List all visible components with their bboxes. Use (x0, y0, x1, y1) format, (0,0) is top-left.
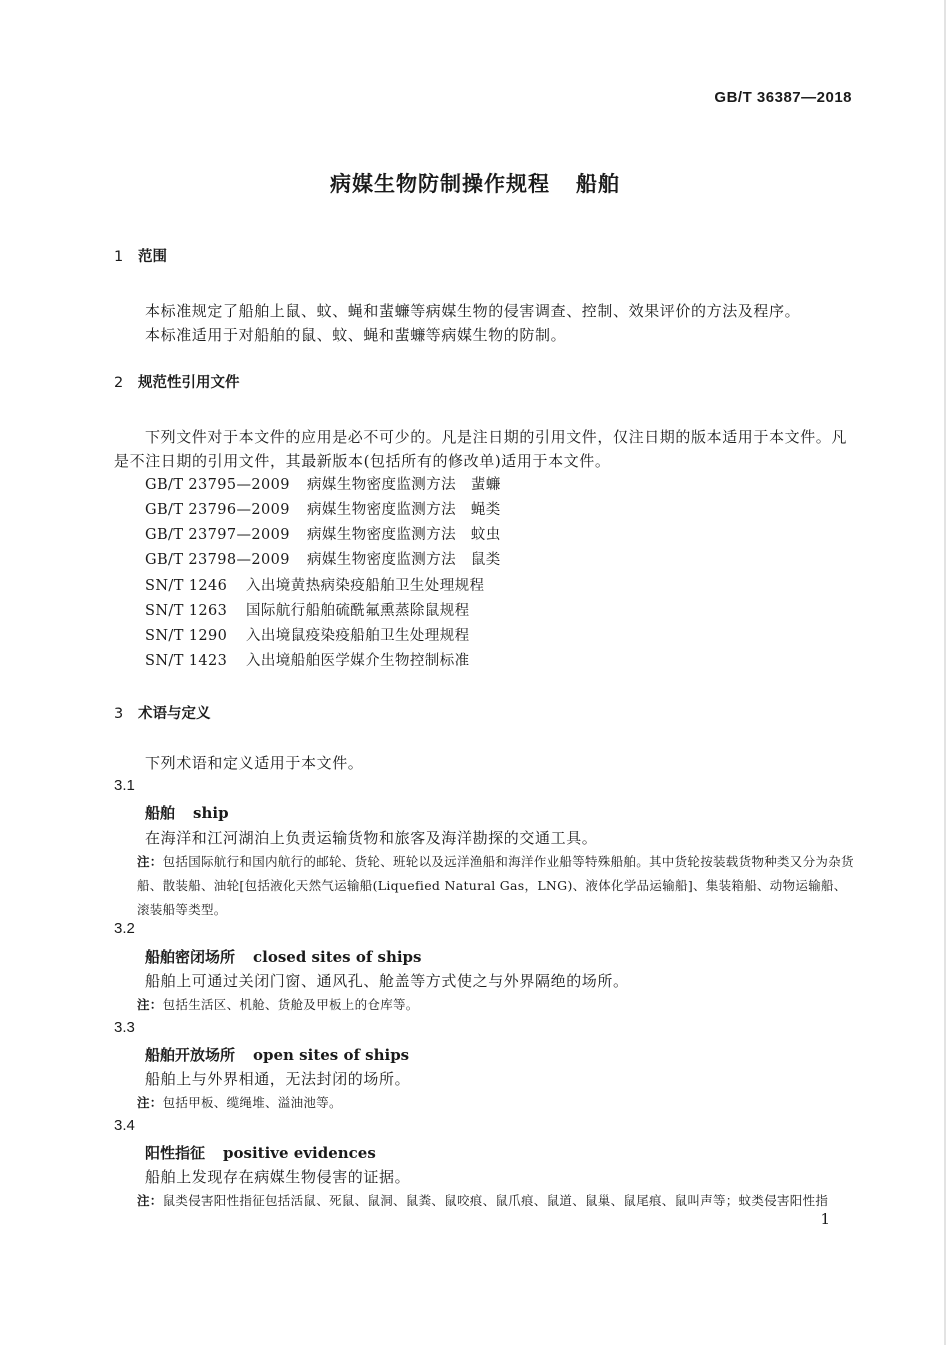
reference-code: GB/T 23798—2009 (145, 552, 290, 568)
reference-code: SN/T 1246 (145, 578, 228, 594)
paragraph: 本标准规定了船舶上鼠、蚊、蝇和蜚蠊等病媒生物的侵害调查、控制、效果评价的方法及程序。 (145, 302, 801, 320)
reference-title: 病媒生物密度监测方法 蜚蠊 (307, 477, 501, 493)
term-definition: 船舶上发现存在病媒生物侵害的证据。 (145, 1168, 411, 1186)
term-note (137, 993, 857, 1017)
reference-item (145, 624, 470, 645)
reference-code: SN/T 1263 (145, 603, 228, 619)
reference-title: 病媒生物密度监测方法 鼠类 (307, 552, 501, 568)
note-label: 注： (137, 854, 163, 869)
term-title (145, 946, 422, 967)
term-zh: 船舶开放场所 (145, 1046, 236, 1064)
term-note (137, 1189, 857, 1213)
term-note (137, 850, 857, 922)
section-3-heading (114, 702, 211, 723)
document-title (0, 168, 950, 198)
section-title: 术语与定义 (138, 706, 211, 722)
section-1-heading (114, 245, 167, 266)
term-title (145, 802, 229, 823)
paragraph: 本标准适用于对船舶的鼠、蚊、蝇和蜚蠊等病媒生物的防制。 (145, 326, 567, 344)
reference-item (145, 649, 470, 670)
term-zh: 阳性指征 (145, 1144, 206, 1162)
reference-title: 入出境黄热病染疫船舶卫生处理规程 (246, 578, 485, 594)
reference-code: SN/T 1290 (145, 628, 228, 644)
reference-item (145, 548, 501, 569)
section-number: 1 (114, 249, 124, 265)
note-text: 包括甲板、缆绳堆、溢油池等。 (162, 1095, 342, 1110)
note-text: 包括国际航行和国内航行的邮轮、货轮、班轮以及远洋渔船和海洋作业船等特殊船舶。其中货轮按装载货物种类又分为杂货船、散装船、油轮[包括液化天然气运输船(Liquefied Natural Gas，LNG)、液体化学品运输船]、集装箱船、动物运输船、滚装船等类型。 (137, 854, 854, 917)
section-title: 规范性引用文件 (138, 375, 240, 391)
paragraph: 下列术语和定义适用于本文件。 (145, 754, 364, 772)
reference-title: 病媒生物密度监测方法 蚊虫 (307, 527, 501, 543)
reference-code: GB/T 23796—2009 (145, 502, 290, 518)
reference-title: 入出境鼠疫染疫船舶卫生处理规程 (246, 628, 470, 644)
section-number: 2 (114, 375, 124, 391)
paragraph (114, 425, 854, 473)
term-zh: 船舶密闭场所 (145, 948, 236, 966)
term-definition: 船舶上与外界相通，无法封闭的场所。 (145, 1070, 411, 1088)
reference-title: 入出境船舶医学媒介生物控制标准 (246, 653, 470, 669)
reference-title: 国际航行船舶硫酰氟熏蒸除鼠规程 (246, 603, 470, 619)
term-title (145, 1044, 409, 1065)
title-sub: 船舶 (576, 172, 620, 196)
reference-title: 病媒生物密度监测方法 蝇类 (307, 502, 501, 518)
reference-item (145, 599, 470, 620)
title-main: 病媒生物防制操作规程 (330, 172, 550, 196)
term-definition: 船舶上可通过关闭门窗、通风孔、舱盖等方式使之与外界隔绝的场所。 (145, 972, 629, 990)
note-label: 注： (137, 997, 163, 1012)
note-label: 注： (137, 1193, 163, 1208)
section-2-heading (114, 371, 240, 392)
term-definition: 在海洋和江河湖泊上负责运输货物和旅客及海洋勘探的交通工具。 (145, 829, 598, 847)
scan-edge (944, 0, 946, 1345)
term-en: positive evidences (223, 1144, 376, 1162)
intro-text: 下列文件对于本文件的应用是必不可少的。凡是注日期的引用文件，仅注日期的版本适用于本文件。凡是不注日期的引用文件，其最新版本(包括所有的修改单)适用于本文件。 (114, 428, 848, 470)
term-title (145, 1142, 376, 1163)
page-number: 1 (820, 1210, 830, 1228)
term-note (137, 1091, 857, 1115)
standard-number: GB/T 36387—2018 (714, 89, 852, 106)
term-number: 3.3 (114, 1019, 135, 1036)
note-text: 包括生活区、机舱、货舱及甲板上的仓库等。 (162, 997, 419, 1012)
term-number: 3.4 (114, 1117, 135, 1134)
term-en: open sites of ships (253, 1046, 410, 1064)
reference-code: SN/T 1423 (145, 653, 228, 669)
term-number: 3.1 (114, 777, 135, 794)
note-label: 注： (137, 1095, 163, 1110)
note-text: 鼠类侵害阳性指征包括活鼠、死鼠、鼠洞、鼠粪、鼠咬痕、鼠爪痕、鼠道、鼠巢、鼠尾痕、鼠叫声等；蚊类侵害阳性指 (162, 1193, 829, 1208)
reference-item (145, 473, 501, 494)
reference-code: GB/T 23797—2009 (145, 527, 290, 543)
term-en: ship (193, 804, 229, 822)
reference-code: GB/T 23795—2009 (145, 477, 290, 493)
reference-item (145, 498, 501, 519)
reference-item (145, 523, 501, 544)
section-title: 范围 (138, 249, 167, 265)
section-number: 3 (114, 706, 124, 722)
term-number: 3.2 (114, 920, 135, 937)
term-en: closed sites of ships (253, 948, 422, 966)
term-zh: 船舶 (145, 804, 176, 822)
reference-item (145, 574, 484, 595)
